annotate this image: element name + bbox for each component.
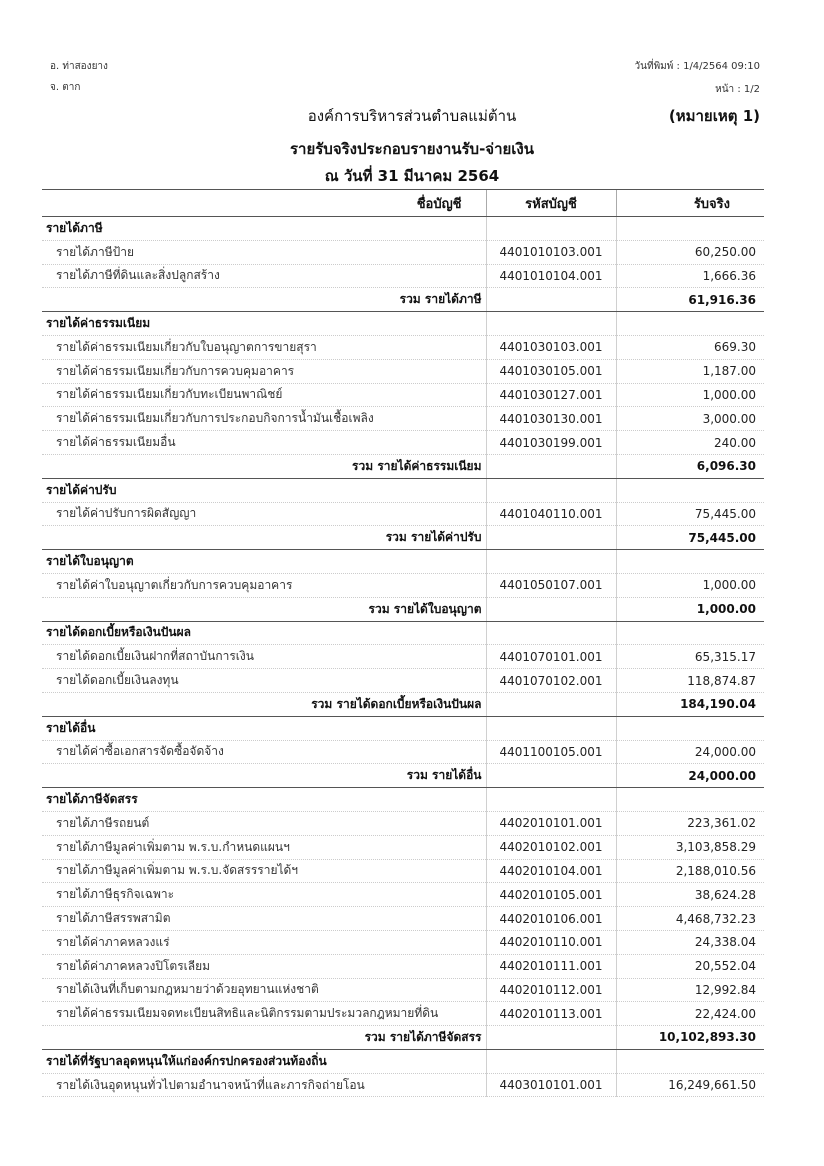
account-name: รายได้ค่าซื้อเอกสารจัดซื้อจัดจ้าง — [42, 740, 486, 764]
account-name: รายได้ค่าธรรมเนียมเกี่ยวกับทะเบียนพาณิชย์ — [42, 383, 486, 407]
empty-cell — [486, 788, 616, 812]
amount-received: 24,338.04 — [616, 930, 764, 954]
account-code: 4402010110.001 — [486, 930, 616, 954]
amount-received: 240.00 — [616, 431, 764, 455]
amount-received: 60,250.00 — [616, 240, 764, 264]
section-header-row — [42, 788, 764, 812]
empty-cell — [486, 764, 616, 788]
section-header-row — [42, 478, 764, 502]
subtotal-row — [42, 288, 764, 312]
account-code: 4402010105.001 — [486, 883, 616, 907]
section-title: รายได้ดอกเบี้ยหรือเงินปันผล — [42, 621, 486, 645]
subtotal-label: รวม รายได้ภาษี — [42, 288, 486, 312]
section-title: รายได้ค่าปรับ — [42, 478, 486, 502]
section-title: รายได้ใบอนุญาต — [42, 550, 486, 574]
amount-received: 75,445.00 — [616, 502, 764, 526]
section-title: รายได้ภาษี — [42, 217, 486, 241]
table-row — [42, 883, 764, 907]
amount-received: 38,624.28 — [616, 883, 764, 907]
subtotal-label: รวม รายได้ค่าธรรมเนียม — [42, 454, 486, 478]
account-name: รายได้ภาษีธุรกิจเฉพาะ — [42, 883, 486, 907]
empty-cell — [616, 478, 764, 502]
table-row — [42, 978, 764, 1002]
amount-received: 1,000.00 — [616, 573, 764, 597]
column-header-received: รับจริง — [616, 190, 764, 217]
subtotal-label: รวม รายได้อื่น — [42, 764, 486, 788]
subtotal-row — [42, 454, 764, 478]
account-code: 4401030103.001 — [486, 335, 616, 359]
amount-received: 1,666.36 — [616, 264, 764, 288]
account-code: 4402010112.001 — [486, 978, 616, 1002]
account-name: รายได้ค่าธรรมเนียมเกี่ยวกับการควบคุมอาคาร — [42, 359, 486, 383]
subtotal-amount: 75,445.00 — [616, 526, 764, 550]
empty-cell — [486, 478, 616, 502]
amount-received: 22,424.00 — [616, 1002, 764, 1026]
subtotal-amount: 1,000.00 — [616, 597, 764, 621]
account-code: 4402010113.001 — [486, 1002, 616, 1026]
account-code: 4401030130.001 — [486, 407, 616, 431]
district-label: อ. ท่าสองยาง — [50, 61, 108, 72]
amount-received: 16,249,661.50 — [616, 1073, 764, 1097]
account-code: 4401030105.001 — [486, 359, 616, 383]
amount-received: 65,315.17 — [616, 645, 764, 669]
subtotal-label: รวม รายได้ค่าปรับ — [42, 526, 486, 550]
amount-received: 118,874.87 — [616, 669, 764, 693]
subtotal-amount: 6,096.30 — [616, 454, 764, 478]
amount-received: 12,992.84 — [616, 978, 764, 1002]
empty-cell — [486, 217, 616, 241]
empty-cell — [486, 597, 616, 621]
empty-cell — [616, 716, 764, 740]
table-row — [42, 573, 764, 597]
section-header-row — [42, 217, 764, 241]
section-header-row — [42, 621, 764, 645]
subtotal-amount: 61,916.36 — [616, 288, 764, 312]
table-row — [42, 645, 764, 669]
account-name: รายได้ภาษีมูลค่าเพิ่มตาม พ.ร.บ.จัดสรรรายได้ฯ — [42, 859, 486, 883]
subtotal-row — [42, 597, 764, 621]
empty-cell — [616, 788, 764, 812]
empty-cell — [486, 716, 616, 740]
report-title: รายรับจริงประกอบรายงานรับ-จ่ายเงิน — [289, 140, 535, 158]
subtotal-amount: 10,102,893.30 — [616, 1026, 764, 1050]
subtotal-row — [42, 692, 764, 716]
column-header-account-name: ชื่อบัญชี — [42, 190, 486, 217]
table-row — [42, 669, 764, 693]
account-name: รายได้เงินที่เก็บตามกฎหมายว่าด้วยอุทยานแห่งชาติ — [42, 978, 486, 1002]
account-name: รายได้ค่าภาคหลวงปิโตรเลียม — [42, 954, 486, 978]
account-code: 4401100105.001 — [486, 740, 616, 764]
empty-cell — [616, 621, 764, 645]
table-row — [42, 954, 764, 978]
empty-cell — [486, 312, 616, 336]
column-header-account-code: รหัสบัญชี — [486, 190, 616, 217]
subtotal-row — [42, 526, 764, 550]
empty-cell — [616, 312, 764, 336]
empty-cell — [616, 217, 764, 241]
table-row — [42, 264, 764, 288]
note-reference: (หมายเหตุ 1) — [668, 107, 760, 125]
empty-cell — [486, 692, 616, 716]
account-name: รายได้ค่าใบอนุญาตเกี่ยวกับการควบคุมอาคาร — [42, 573, 486, 597]
table-header-row — [42, 190, 764, 217]
empty-cell — [486, 1026, 616, 1050]
account-code: 4401070101.001 — [486, 645, 616, 669]
account-code: 4402010102.001 — [486, 835, 616, 859]
section-title: รายได้ที่รัฐบาลอุดหนุนให้แก่องค์กรปกครองส่วนท้องถิ่น — [42, 1049, 486, 1073]
subtotal-label: รวม รายได้ดอกเบี้ยหรือเงินปันผล — [42, 692, 486, 716]
empty-cell — [486, 550, 616, 574]
table-row — [42, 835, 764, 859]
subtotal-row — [42, 1026, 764, 1050]
account-code: 4401050107.001 — [486, 573, 616, 597]
account-code: 4401040110.001 — [486, 502, 616, 526]
table-row — [42, 740, 764, 764]
amount-received: 1,000.00 — [616, 383, 764, 407]
organization-name: องค์การบริหารส่วนตำบลแม่ต้าน — [307, 107, 517, 125]
amount-received: 20,552.04 — [616, 954, 764, 978]
account-code: 4402010106.001 — [486, 907, 616, 931]
account-code: 4403010101.001 — [486, 1073, 616, 1097]
account-name: รายได้ดอกเบี้ยเงินลงทุน — [42, 669, 486, 693]
table-row — [42, 335, 764, 359]
table-row — [42, 383, 764, 407]
section-title: รายได้ภาษีจัดสรร — [42, 788, 486, 812]
account-code: 4402010111.001 — [486, 954, 616, 978]
amount-received: 223,361.02 — [616, 811, 764, 835]
report-date: ณ วันที่ 31 มีนาคม 2564 — [324, 167, 500, 185]
print-date: วันที่พิมพ์ : 1/4/2564 09:10 — [634, 61, 760, 72]
section-header-row — [42, 312, 764, 336]
amount-received: 2,188,010.56 — [616, 859, 764, 883]
account-code: 4401010103.001 — [486, 240, 616, 264]
empty-cell — [486, 454, 616, 478]
empty-cell — [616, 550, 764, 574]
empty-cell — [486, 288, 616, 312]
table-row — [42, 407, 764, 431]
table-row — [42, 359, 764, 383]
table-row — [42, 240, 764, 264]
amount-received: 24,000.00 — [616, 740, 764, 764]
amount-received: 3,000.00 — [616, 407, 764, 431]
account-code: 4401030127.001 — [486, 383, 616, 407]
table-row — [42, 859, 764, 883]
section-header-row — [42, 716, 764, 740]
empty-cell — [486, 526, 616, 550]
subtotal-label: รวม รายได้ภาษีจัดสรร — [42, 1026, 486, 1050]
account-code: 4401030199.001 — [486, 431, 616, 455]
subtotal-amount: 24,000.00 — [616, 764, 764, 788]
page-number: หน้า : 1/2 — [715, 84, 760, 95]
account-name: รายได้ภาษีสรรพสามิต — [42, 907, 486, 931]
table-row — [42, 930, 764, 954]
table-row — [42, 1073, 764, 1097]
account-name: รายได้ภาษีมูลค่าเพิ่มตาม พ.ร.บ.กำหนดแผนฯ — [42, 835, 486, 859]
empty-cell — [616, 1049, 764, 1073]
subtotal-row — [42, 764, 764, 788]
section-header-row — [42, 550, 764, 574]
table-row — [42, 907, 764, 931]
account-name: รายได้ดอกเบี้ยเงินฝากที่สถาบันการเงิน — [42, 645, 486, 669]
province-label: จ. ตาก — [50, 82, 81, 93]
account-name: รายได้ภาษีป้าย — [42, 240, 486, 264]
section-title: รายได้ค่าธรรมเนียม — [42, 312, 486, 336]
amount-received: 4,468,732.23 — [616, 907, 764, 931]
section-title: รายได้อื่น — [42, 716, 486, 740]
account-name: รายได้ภาษีที่ดินและสิ่งปลูกสร้าง — [42, 264, 486, 288]
account-name: รายได้เงินอุดหนุนทั่วไปตามอำนาจหน้าที่และภารกิจถ่ายโอน — [42, 1073, 486, 1097]
account-name: รายได้ค่าธรรมเนียมเกี่ยวกับการประกอบกิจการน้ำมันเชื้อเพลิง — [42, 407, 486, 431]
account-code: 4402010104.001 — [486, 859, 616, 883]
account-name: รายได้ค่าภาคหลวงแร่ — [42, 930, 486, 954]
table-row — [42, 811, 764, 835]
amount-received: 669.30 — [616, 335, 764, 359]
amount-received: 1,187.00 — [616, 359, 764, 383]
account-name: รายได้ภาษีรถยนต์ — [42, 811, 486, 835]
revenue-table — [42, 189, 764, 1097]
table-row — [42, 1002, 764, 1026]
account-code: 4401070102.001 — [486, 669, 616, 693]
section-header-row — [42, 1049, 764, 1073]
table-row — [42, 502, 764, 526]
empty-cell — [486, 621, 616, 645]
table-row — [42, 431, 764, 455]
amount-received: 3,103,858.29 — [616, 835, 764, 859]
account-name: รายได้ค่าธรรมเนียมจดทะเบียนสิทธิและนิติกรรมตามประมวลกฎหมายที่ดิน — [42, 1002, 486, 1026]
account-name: รายได้ค่าปรับการผิดสัญญา — [42, 502, 486, 526]
empty-cell — [486, 1049, 616, 1073]
account-name: รายได้ค่าธรรมเนียมเกี่ยวกับใบอนุญาตการขายสุรา — [42, 335, 486, 359]
account-code: 4402010101.001 — [486, 811, 616, 835]
subtotal-label: รวม รายได้ใบอนุญาต — [42, 597, 486, 621]
account-name: รายได้ค่าธรรมเนียมอื่น — [42, 431, 486, 455]
subtotal-amount: 184,190.04 — [616, 692, 764, 716]
account-code: 4401010104.001 — [486, 264, 616, 288]
